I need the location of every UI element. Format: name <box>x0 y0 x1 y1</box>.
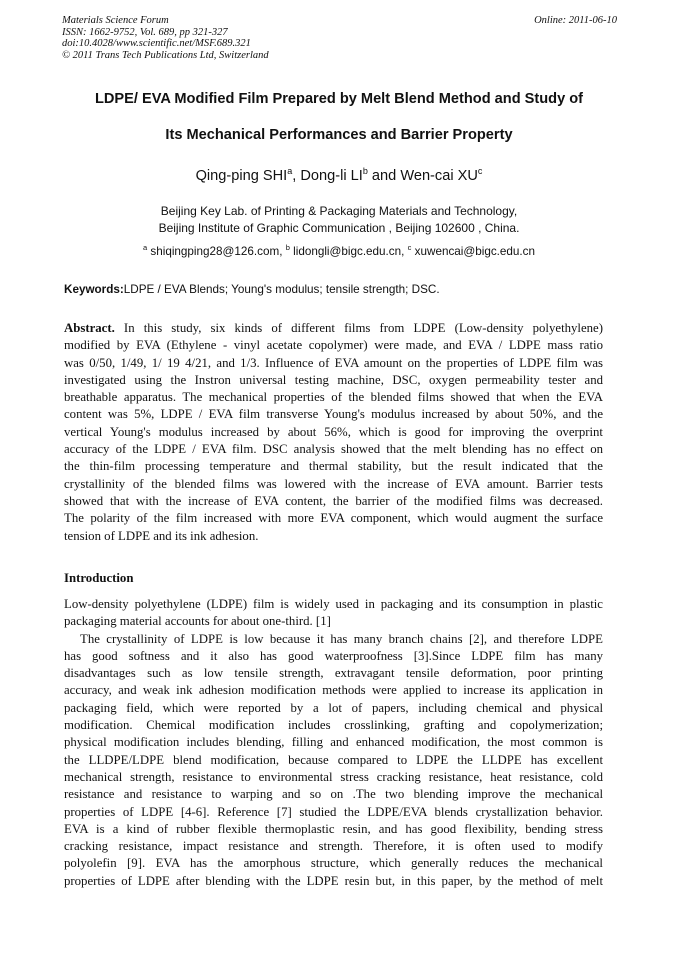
intro-line: physical modification includes blending, filling and enhanced modification, the most common is <box>64 735 603 750</box>
abstract-line: vertical Young's modulus increased by about 56%, which is good for improving the overprint <box>64 424 603 439</box>
intro-line: packaging material accounts for about one-third. [1] <box>64 614 331 629</box>
introduction-body <box>64 596 603 890</box>
email-b[interactable]: lidongli@bigc.edu.cn, <box>289 245 408 258</box>
abstract-line: was 0/50, 1/49, 1/ 19 4/21, and 1/3. Influence of EVA amount on the properties of LDPE film was <box>64 355 603 370</box>
abstract-line: the thin-film processing temperature and thermal stability, but the result indicated that the <box>64 459 603 474</box>
abstract-line: crystallinity of the blended films was lowered with the increase of EVA amount. Barrier tests <box>64 476 603 491</box>
abstract-line: breathable apparatus. The mechanical properties of the blended films showed that when the EVA <box>64 390 603 405</box>
intro-line: cracking resistance, impact resistance and strength. Therefore, it is often used to modify <box>64 839 603 854</box>
abstract <box>64 320 603 545</box>
intro-line: Low-density polyethylene (LDPE) film is widely used in packaging and its consumption in plastic <box>64 597 603 611</box>
abstract-line: content was 5%, LDPE / EVA film transverse Young's modulus increased by about 50%, and the <box>64 407 603 422</box>
intro-line: accuracy, and weak ink adhesion modification methods were applied to increase its application in <box>64 683 603 698</box>
doi-line[interactable]: doi:10.4028/www.scientific.net/MSF.689.321 <box>62 38 251 49</box>
author-list <box>0 168 678 184</box>
keywords-text: LDPE / EVA Blends; Young's modulus; tensile strength; DSC. <box>123 283 440 296</box>
intro-line: modification. Chemical modification includes crosslinking, grafting and copolymerization; <box>64 718 603 733</box>
author-1-sup: a <box>287 166 293 176</box>
intro-line: packaging field, which were reported by a lot of papers, including chemical and physical <box>64 700 603 715</box>
abstract-line: showed that with the increase of EVA content, the barrier of the modified films was decreased. <box>64 493 603 508</box>
intro-line: properties of LDPE after blending with the LDPE resin but, in this paper, by the method of melt <box>64 873 603 888</box>
paper-title-line-2: Its Mechanical Performances and Barrier Property <box>165 127 513 143</box>
intro-line: mechanical strength, resistance to environmental stress cracking resistance, heat resistance, cold <box>64 769 603 784</box>
email-a-sup: a <box>142 243 148 252</box>
paper-title-line-1: LDPE/ EVA Modified Film Prepared by Melt Blend Method and Study of <box>94 91 584 107</box>
online-date: Online: 2011-06-10 <box>534 15 617 26</box>
email-list <box>0 245 678 258</box>
abstract-line-last: tension of LDPE and its ink adhesion. <box>64 528 259 543</box>
email-b-sup: b <box>285 243 290 252</box>
email-c-sup: c <box>407 243 412 252</box>
intro-line: the LLDPE/LDPE blend modification, because compared to LDPE the LLDPE has excellent <box>64 752 603 767</box>
author-2: , Dong-li LI <box>292 168 363 184</box>
intro-line: disadvantages such as low tensile strength, extravagant tensile deformation, poor printing <box>64 666 603 681</box>
author-1: Qing-ping SHI <box>195 168 288 184</box>
issn-line: ISSN: 1662-9752, Vol. 689, pp 321-327 <box>62 26 228 38</box>
intro-line: resistance and resistance to warping and so on .The two blending improve the mechanical <box>64 787 603 802</box>
keywords <box>64 283 624 296</box>
affiliation-line-1: Beijing Key Lab. of Printing & Packaging Materials and Technology, <box>160 204 518 218</box>
copyright-line: © 2011 Trans Tech Publications Ltd, Switzerland <box>62 49 269 61</box>
author-2-sup: b <box>362 166 368 176</box>
intro-line: polyolefin [9]. EVA has the amorphous structure, which generally reduces the mechanical <box>64 856 603 871</box>
abstract-line: The polarity of the film increased with more EVA component, which would augment the surface <box>64 511 603 526</box>
intro-line: has good softness and it also has good waterproofness [3].Since LDPE film has many <box>64 648 603 663</box>
intro-line: The crystallinity of LDPE is low because it has many branch chains [2], and therefore LDPE <box>80 631 603 646</box>
intro-line: EVA is a kind of rubber flexible thermoplastic resin, and has good flexibility, bending stress <box>64 821 603 836</box>
email-c[interactable]: xuwencai@bigc.edu.cn <box>411 245 536 258</box>
abstract-label: Abstract. <box>64 321 115 335</box>
author-3-sup: c <box>477 166 483 176</box>
journal-header <box>62 15 617 61</box>
introduction-heading: Introduction <box>64 571 134 585</box>
author-3: and Wen-cai XU <box>367 168 478 184</box>
journal-name: Materials Science Forum <box>62 15 169 26</box>
intro-line: properties of LDPE [4-6]. Reference [7] studied the LDPE/EVA blends crystallization behavior. <box>64 804 603 819</box>
abstract-line: accuracy of the LDPE / EVA film. DSC analysis showed that the melt blending has no effect on <box>64 442 603 457</box>
email-a[interactable]: shiqingping28@126.com, <box>147 245 286 258</box>
abstract-line: modified by EVA (Ethylene - vinyl acetate copolymer) were made, and EVA / LDPE mass ratio <box>64 338 603 353</box>
abstract-first-line: In this study, six kinds of different films from LDPE (Low-density polyethylene) <box>114 321 603 335</box>
abstract-line: investigated using the Instron universal testing machine, DSC, oxygen permeability tester and <box>64 372 603 387</box>
affiliation-line-2: Beijing Institute of Graphic Communication , Beijing 102600 , China. <box>158 221 520 235</box>
keywords-label: Keywords: <box>64 283 124 296</box>
abstract-line <box>64 320 603 337</box>
